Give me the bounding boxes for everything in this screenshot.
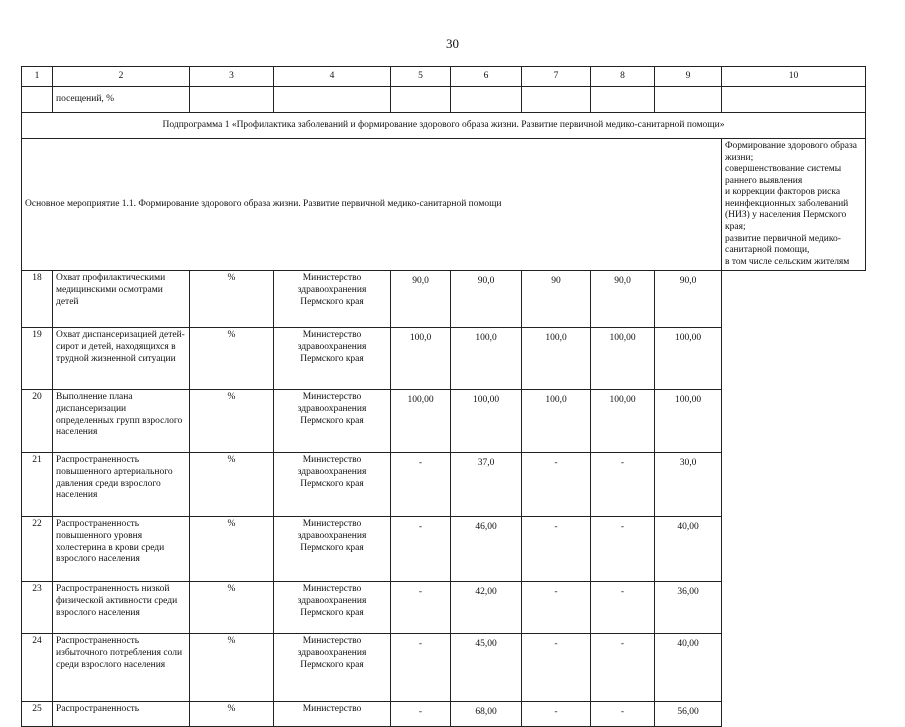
unit-cell: % — [190, 702, 274, 727]
value-text: 100,00 — [472, 395, 500, 406]
value-cell — [451, 328, 522, 390]
table-row — [22, 517, 866, 582]
value-text: 40,00 — [677, 522, 699, 533]
table-row — [22, 271, 866, 328]
row-number-cell: 18 — [22, 271, 53, 328]
value-text: 36,00 — [677, 587, 699, 598]
value-text: 90,0 — [614, 276, 631, 287]
value-cell — [655, 634, 722, 702]
value-cell — [522, 582, 591, 634]
value-text: - — [418, 707, 423, 718]
empty-cell — [655, 87, 722, 113]
value-cell — [522, 634, 591, 702]
row-number-cell: 22 — [22, 517, 53, 582]
value-cell — [391, 328, 451, 390]
indicator-name-cell: Распространенность повышенного уровня холестерина в крови среди взрослого населения — [53, 517, 190, 582]
row-number-cell: 21 — [22, 453, 53, 517]
subprogram-title: Подпрограмма 1 «Профилактика заболеваний и формирование здорового образа жизни. Развитие первичной медико-санитарной помощи» — [22, 113, 866, 139]
value-cell — [451, 634, 522, 702]
empty-cell — [451, 87, 522, 113]
header-cell: 7 — [522, 67, 591, 87]
responsible-org-cell: Министерство — [274, 702, 391, 727]
value-text: 100,00 — [609, 395, 636, 406]
value-cell — [655, 453, 722, 517]
indicator-name-cell: Распространенность избыточного потребления соли среди взрослого населения — [53, 634, 190, 702]
value-cell — [451, 453, 522, 517]
indicator-name-cell: Выполнение плана диспансеризации определенных групп взрослого населения — [53, 390, 190, 453]
value-cell — [591, 517, 655, 582]
row-number-cell: 25 — [22, 702, 53, 727]
value-cell — [391, 582, 451, 634]
value-text: 40,00 — [677, 639, 699, 650]
value-text: - — [418, 587, 423, 598]
value-cell — [655, 328, 722, 390]
empty-cell — [190, 87, 274, 113]
unit-cell: % — [190, 453, 274, 517]
header-cell: 4 — [274, 67, 391, 87]
empty-cell — [522, 87, 591, 113]
value-cell — [591, 328, 655, 390]
value-text: 100,0 — [545, 395, 567, 406]
value-cell — [451, 271, 522, 328]
empty-cell — [591, 87, 655, 113]
continuation-row — [22, 87, 866, 113]
unit-cell: % — [190, 634, 274, 702]
responsible-org-cell: Министерство здравоохранения Пермского края — [274, 271, 391, 328]
value-text: 45,00 — [475, 639, 497, 650]
value-cell — [655, 390, 722, 453]
indicator-name-cell: Распространенность повышенного артериального давления среди взрослого населения — [53, 453, 190, 517]
value-cell — [655, 702, 722, 727]
table-row — [22, 328, 866, 390]
value-text: - — [620, 707, 625, 718]
value-cell — [391, 634, 451, 702]
empty-cell — [22, 87, 53, 113]
main-activity-title: Основное мероприятие 1.1. Формирование здорового образа жизни. Развитие первичной медико-санитарной помощи — [22, 139, 722, 271]
value-text: 100,0 — [545, 333, 567, 344]
value-text: - — [418, 639, 423, 650]
value-text: 100,00 — [407, 395, 434, 406]
value-text: - — [620, 639, 625, 650]
page-number: 30 — [446, 36, 459, 51]
responsible-org-cell: Министерство здравоохранения Пермского края — [274, 634, 391, 702]
value-cell — [451, 582, 522, 634]
value-cell — [591, 634, 655, 702]
value-text: - — [554, 522, 558, 533]
row-number-cell: 23 — [22, 582, 53, 634]
value-cell — [591, 453, 655, 517]
value-text: - — [418, 458, 423, 469]
empty-cell — [274, 87, 391, 113]
value-cell — [391, 453, 451, 517]
value-text: 100,00 — [674, 333, 702, 344]
indicator-name-cell: Распространенность — [53, 702, 190, 727]
value-text: 37,0 — [477, 458, 495, 469]
empty-cell — [722, 87, 866, 113]
row-number-cell: 19 — [22, 328, 53, 390]
unit-cell: % — [190, 390, 274, 453]
value-cell — [522, 390, 591, 453]
responsible-org-cell: Министерство здравоохранения Пермского края — [274, 453, 391, 517]
value-cell — [522, 328, 591, 390]
unit-cell: % — [190, 517, 274, 582]
header-cell: 9 — [655, 67, 722, 87]
table-row — [22, 453, 866, 517]
header-cell: 6 — [451, 67, 522, 87]
value-text: 90,0 — [477, 276, 495, 287]
main-activity-row — [22, 139, 866, 271]
value-cell — [391, 271, 451, 328]
responsible-org-cell: Министерство здравоохранения Пермского края — [274, 390, 391, 453]
responsible-org-cell: Министерство здравоохранения Пермского края — [274, 582, 391, 634]
indicator-name-cell: Охват диспансеризацией детей-сирот и детей, находящихся в трудной жизненной ситуации — [53, 328, 190, 390]
row-number-cell: 24 — [22, 634, 53, 702]
value-cell — [522, 271, 591, 328]
value-text: 90,0 — [412, 276, 429, 287]
table-row — [22, 702, 866, 727]
value-text: 68,00 — [475, 707, 497, 718]
value-cell — [522, 702, 591, 727]
value-text: - — [620, 587, 625, 598]
column-numbers-row — [22, 67, 866, 87]
indicator-rows — [22, 271, 866, 727]
header-cell: 8 — [591, 67, 655, 87]
header-cell: 5 — [391, 67, 451, 87]
responsible-org-cell: Министерство здравоохранения Пермского края — [274, 328, 391, 390]
value-cell — [391, 702, 451, 727]
value-cell — [655, 271, 722, 328]
value-cell — [591, 390, 655, 453]
table-row — [22, 634, 866, 702]
row-number-cell: 20 — [22, 390, 53, 453]
value-text: - — [554, 707, 558, 718]
indicator-name-cell: посещений, % — [53, 87, 190, 113]
header-cell: 1 — [22, 67, 53, 87]
value-text: 46,00 — [475, 522, 497, 533]
expected-result-cell: Формирование здорового образа жизни; совершенствование системы раннего выявления и коррекции факторов риска неинфекционных заболеваний (НИЗ) у населения Пермского края; развитие первичной медико-санитарной помощи, в том числе сельским жителям — [722, 139, 866, 271]
value-cell — [655, 582, 722, 634]
value-text: 56,00 — [677, 707, 699, 718]
unit-cell: % — [190, 582, 274, 634]
subprogram-row — [22, 113, 866, 139]
value-text: 100,0 — [409, 333, 432, 344]
header-cell: 3 — [190, 67, 274, 87]
value-cell — [451, 702, 522, 727]
value-text: 100,0 — [475, 333, 497, 344]
value-text: 42,00 — [475, 587, 497, 598]
value-cell — [522, 517, 591, 582]
value-text: 90,0 — [679, 276, 697, 287]
value-text: - — [418, 522, 423, 533]
value-cell — [522, 453, 591, 517]
empty-cell — [391, 87, 451, 113]
value-cell — [391, 517, 451, 582]
table-row — [22, 390, 866, 453]
value-cell — [591, 582, 655, 634]
value-cell — [391, 390, 451, 453]
value-cell — [591, 702, 655, 727]
table-row — [22, 582, 866, 634]
value-cell — [451, 517, 522, 582]
value-cell — [655, 517, 722, 582]
value-text: - — [620, 458, 625, 469]
value-text: - — [554, 639, 558, 650]
value-text: 100,00 — [609, 333, 636, 344]
header-cell: 10 — [722, 67, 866, 87]
indicator-name-cell: Распространенность низкой физической активности среди взрослого населения — [53, 582, 190, 634]
value-text: - — [620, 522, 625, 533]
indicator-name-cell: Охват профилактическими медицинскими осмотрами детей — [53, 271, 190, 328]
value-text: - — [554, 458, 558, 469]
unit-cell: % — [190, 271, 274, 328]
value-text: 100,00 — [674, 395, 702, 406]
value-text: 90 — [551, 276, 561, 287]
value-text: - — [554, 587, 558, 598]
value-text: 30,0 — [679, 458, 697, 469]
value-cell — [591, 271, 655, 328]
responsible-org-cell: Министерство здравоохранения Пермского края — [274, 517, 391, 582]
unit-cell: % — [190, 328, 274, 390]
indicators-table — [21, 66, 866, 727]
header-cell: 2 — [53, 67, 190, 87]
value-cell — [451, 390, 522, 453]
